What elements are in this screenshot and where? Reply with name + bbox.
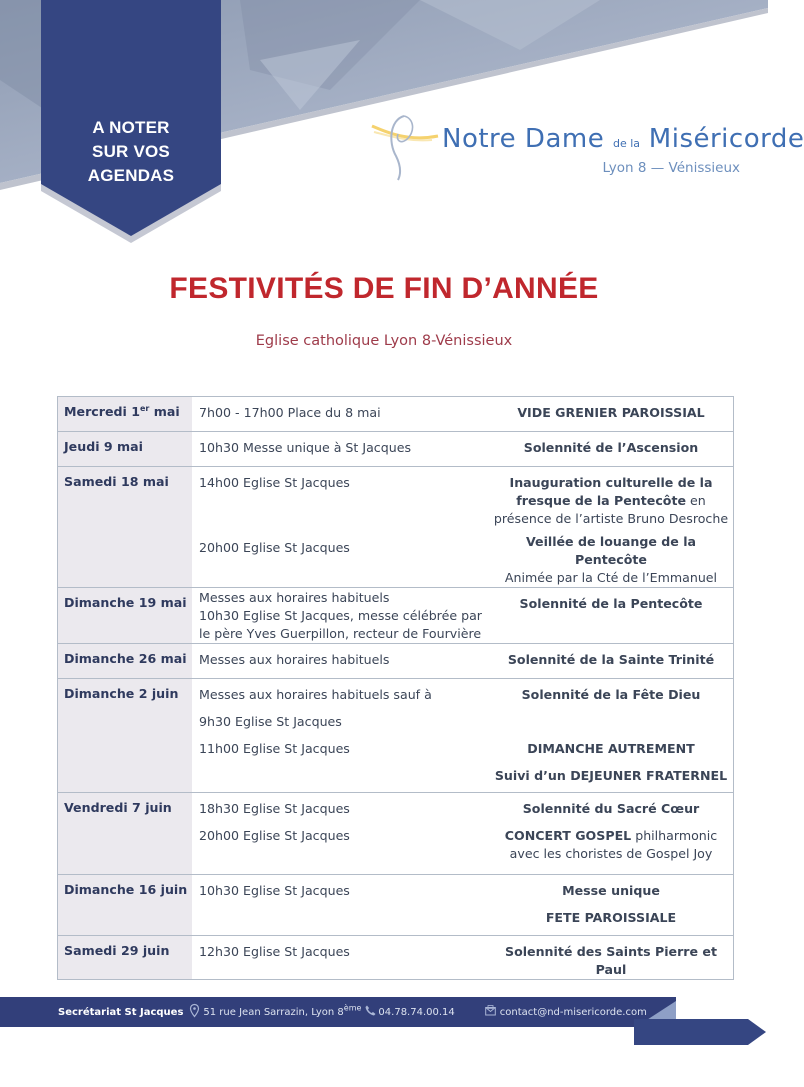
logo-swirl-icon [368,112,440,182]
event-date: Mercredi 1er mai [58,397,193,432]
logo-subtitle: Lyon 8 — Vénissieux [602,160,740,176]
table-row [58,467,734,588]
event-time-place: Messes aux horaires habituels 10h30 Eglise St Jacques, messe célébrée par le père Yves Guerpillon, recteur de Fourvière [192,588,489,644]
banner-line: A NOTER [92,118,170,137]
event-title: Solennité de la Fête Dieu DIMANCHE AUTREMENT Suivi d’un DEJEUNER FRATERNEL [489,679,734,793]
event-title: Solennité de la Sainte Trinité [489,644,734,679]
mail-icon [485,1005,496,1019]
table-row [58,936,734,980]
table-row [58,875,734,936]
event-date: Vendredi 7 juin [58,793,193,875]
agenda-banner-text [41,116,221,188]
table-row [58,679,734,793]
event-time-place: 10h30 Messe unique à St Jacques [192,432,489,467]
footer-email[interactable]: contact@nd-misericorde.com [499,1006,647,1018]
event-time-place: 14h00 Eglise St Jacques 20h00 Eglise St Jacques [192,467,489,588]
event-title: Messe unique FETE PAROISSIALE [489,875,734,936]
footer-office: Secrétariat St Jacques [58,1006,184,1018]
event-date: Dimanche 16 juin [58,875,193,936]
table-row [58,397,734,432]
footer-phone[interactable]: 04.78.74.00.14 [378,1006,455,1018]
event-time-place: 10h30 Eglise St Jacques [192,875,489,936]
event-title: Solennité du Sacré Cœur CONCERT GOSPEL philharmonic avec les choristes de Gospel Joy [489,793,734,875]
page-title: FESTIVITÉS DE FIN D’ANNÉE [169,272,599,305]
event-time-place: 18h30 Eglise St Jacques 20h00 Eglise St Jacques [192,793,489,875]
event-date: Dimanche 2 juin [58,679,193,793]
phone-icon [365,1005,376,1019]
event-title: Solennité de la Pentecôte [489,588,734,644]
page-subtitle: Eglise catholique Lyon 8-Vénissieux [255,333,513,349]
parish-logo [368,112,804,192]
event-date: Dimanche 26 mai [58,644,193,679]
event-time-place: Messes aux horaires habituels sauf à 9h30 Eglise St Jacques 11h00 Eglise St Jacques [192,679,489,793]
event-title: Inauguration culturelle de la fresque de la Pentecôte en présence de l’artiste Bruno Desroche Veillée de louange de la Pentecôte Animée par la Cté de l’Emmanuel [489,467,734,588]
location-pin-icon [190,1004,199,1020]
event-time-place: 7h00 - 17h00 Place du 8 mai [192,397,489,432]
schedule-table [57,396,734,980]
banner-line: AGENDAS [87,166,175,185]
table-row [58,432,734,467]
event-title: Solennité de l’Ascension [489,432,734,467]
table-row [58,793,734,875]
event-time-place: Messes aux horaires habituels [192,644,489,679]
logo-title: Notre Dame de la Miséricorde [442,124,804,154]
event-date: Samedi 18 mai [58,467,193,588]
event-title: Solennité des Saints Pierre et Paul [489,936,734,980]
footer-address: 51 rue Jean Sarrazin, Lyon 8ème [203,1003,362,1018]
table-row [58,588,734,644]
table-row [58,644,734,679]
event-date: Jeudi 9 mai [58,432,193,467]
footer-contact [58,1004,647,1020]
event-time-place: 12h30 Eglise St Jacques [192,936,489,980]
event-date: Dimanche 19 mai [58,588,193,644]
event-date: Samedi 29 juin [58,936,193,980]
banner-line: SUR VOS [92,142,170,161]
event-title: VIDE GRENIER PAROISSIAL [489,397,734,432]
